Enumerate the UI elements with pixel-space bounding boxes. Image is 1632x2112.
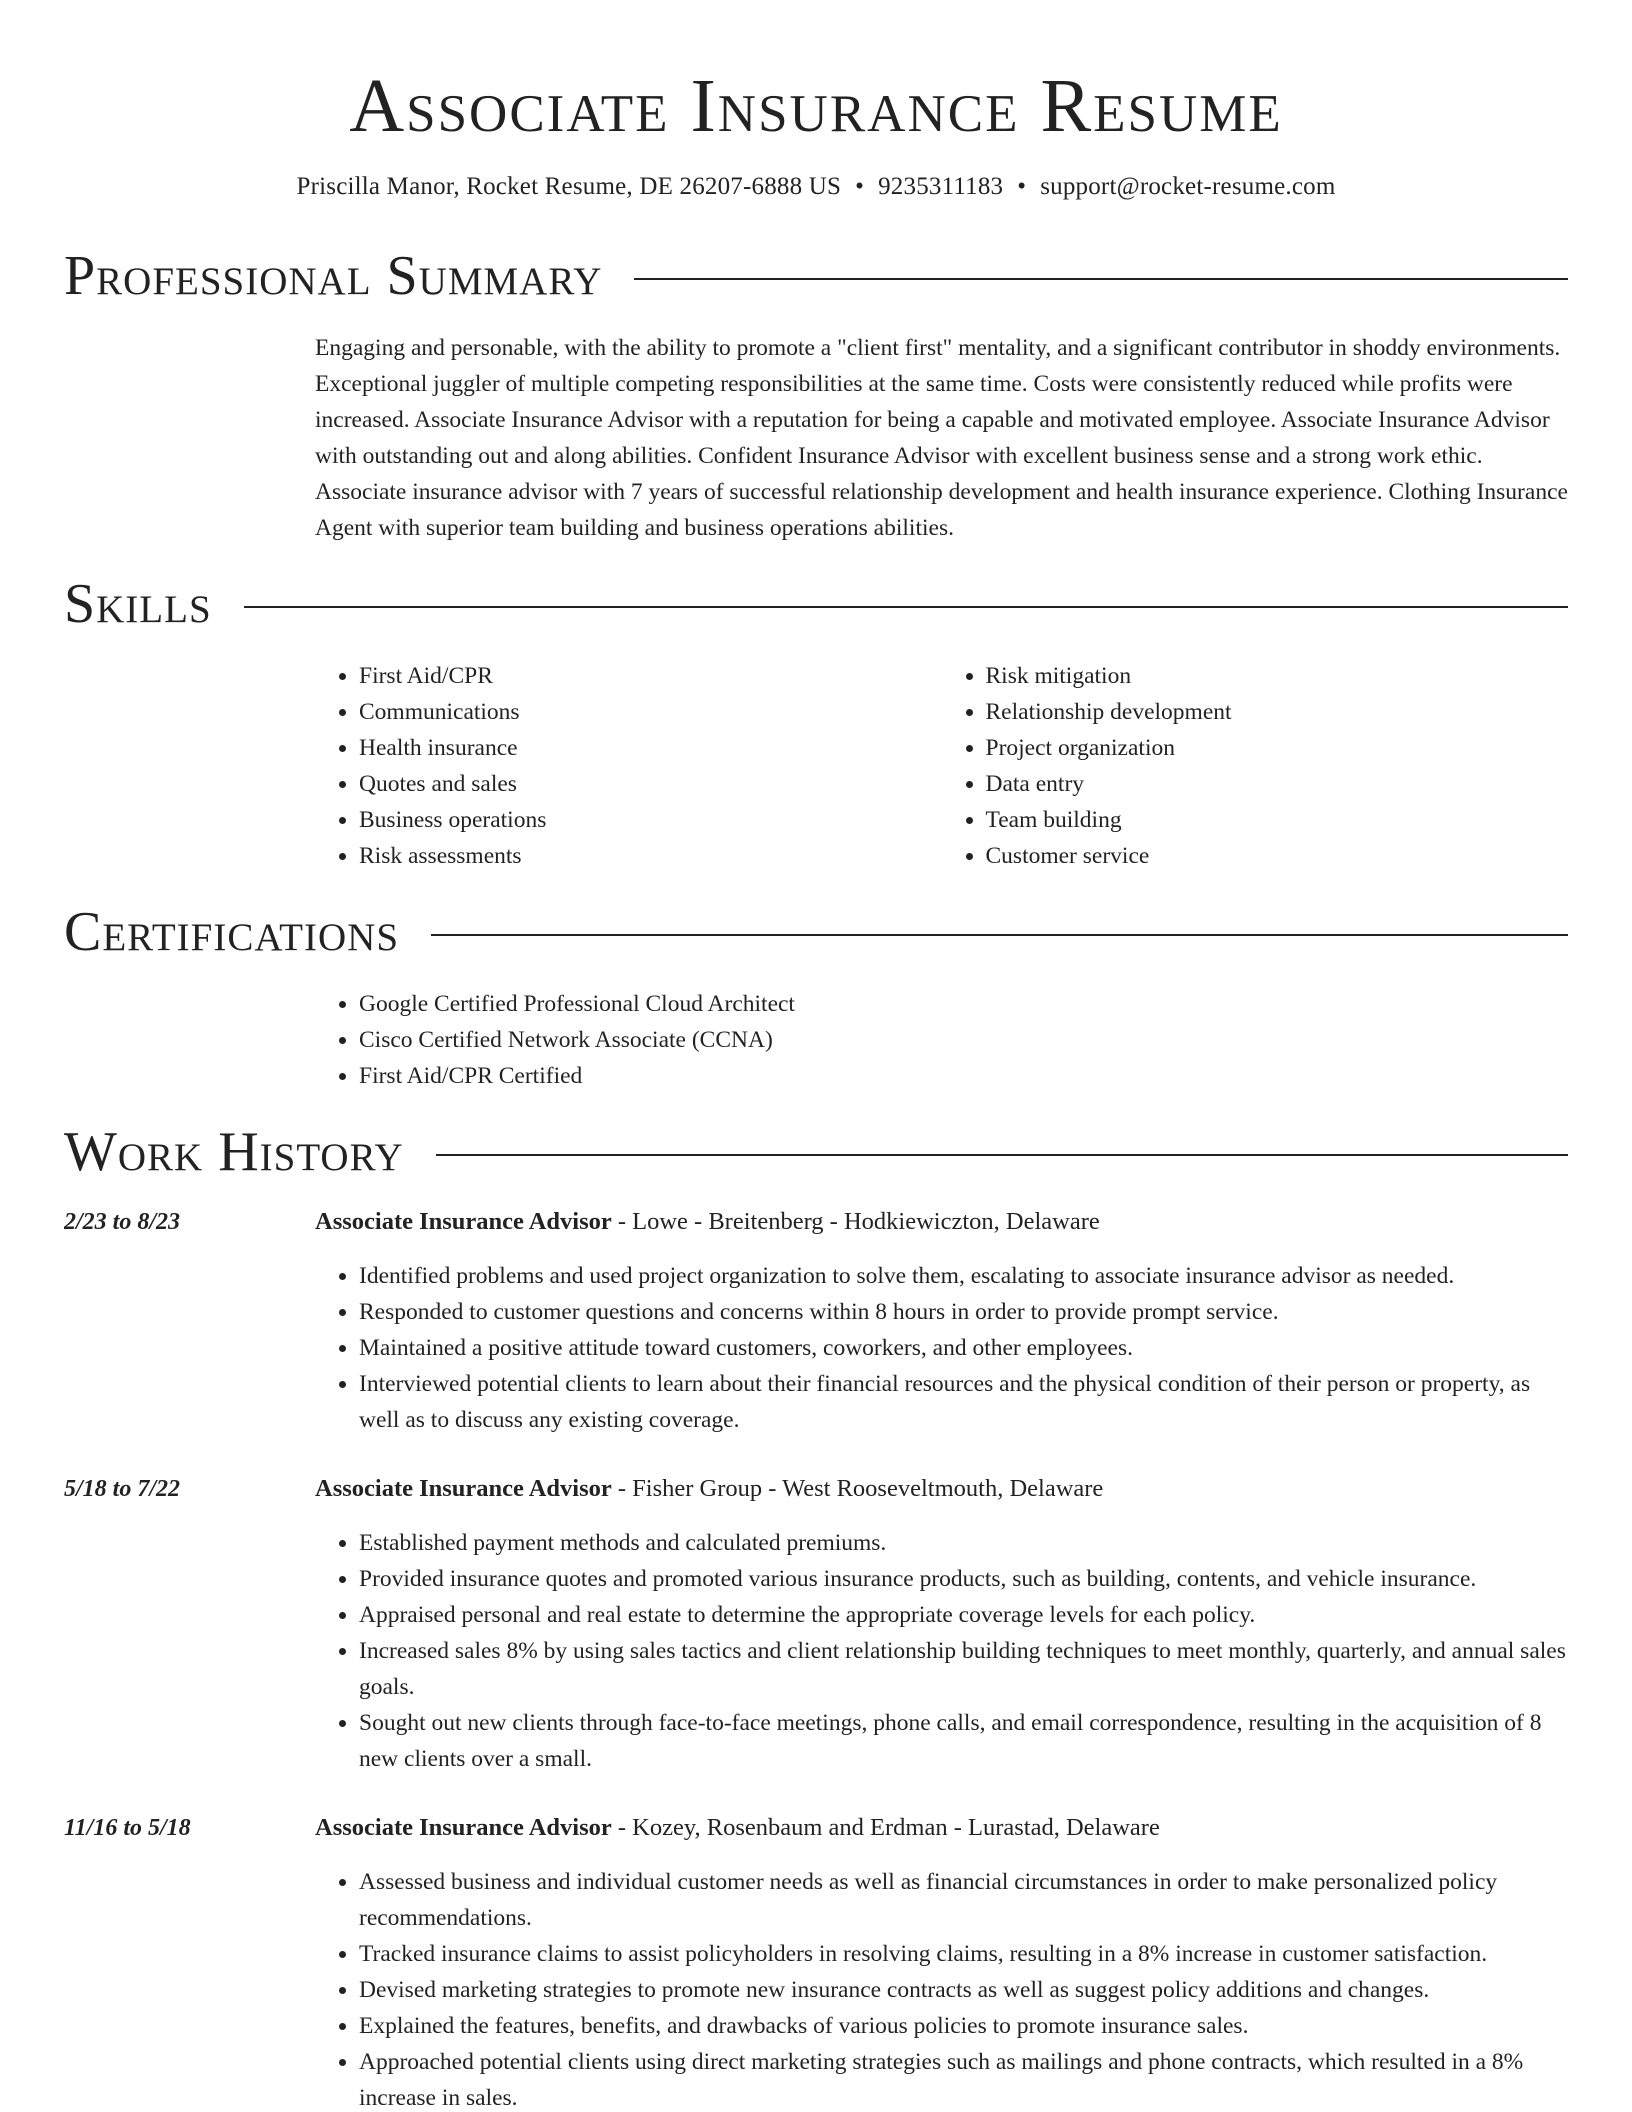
- job-heading: [315, 1471, 1568, 1507]
- section-divider: [244, 606, 1568, 608]
- list-item: • First Aid/CPR Certified: [359, 1058, 1568, 1094]
- list-item: • Project organization: [986, 730, 1569, 766]
- list-item: • Devised marketing strategies to promote new insurance contracts as well as suggest policy additions and changes.: [359, 1972, 1568, 2008]
- list-item: • Established payment methods and calculated premiums.: [359, 1525, 1568, 1561]
- list-item: • Assessed business and individual customer needs as well as financial circumstances in order to make personalized policy recommendations.: [359, 1864, 1568, 1936]
- job-body: [315, 1810, 1568, 2112]
- list-item: • Identified problems and used project organization to solve them, escalating to associate insurance advisor as needed.: [359, 1258, 1568, 1294]
- certifications-body: [315, 986, 1568, 1094]
- list-item: • First Aid/CPR: [359, 658, 942, 694]
- list-item: • Business operations: [359, 802, 942, 838]
- resume-title: Associate Insurance Resume: [349, 64, 1283, 148]
- job-entry: [64, 1810, 1568, 2112]
- work-history-list: [64, 1204, 1568, 2112]
- skills-heading: Skills: [64, 573, 212, 635]
- list-item: • Responded to customer questions and concerns within 8 hours in order to provide prompt service.: [359, 1294, 1568, 1330]
- list-item: • Quotes and sales: [359, 766, 942, 802]
- contact-email: support@rocket-resume.com: [1040, 173, 1336, 200]
- list-item: • Interviewed potential clients to learn about their financial resources and the physical condition of their person or property, as well as to discuss any existing coverage.: [359, 1366, 1568, 1438]
- job-body: [315, 1471, 1568, 1777]
- certifications-heading: Certifications: [64, 901, 400, 963]
- job-duties-list: [315, 1525, 1568, 1777]
- section-divider: [634, 278, 1568, 280]
- list-item: • Google Certified Professional Cloud Architect: [359, 986, 1568, 1022]
- list-item: • Customer service: [986, 838, 1569, 874]
- list-item: • Cisco Certified Network Associate (CCNA): [359, 1022, 1568, 1058]
- job-heading: [315, 1810, 1568, 1846]
- certifications-header: [64, 900, 1568, 964]
- summary-section: [64, 244, 1568, 546]
- certifications-list: [315, 986, 1568, 1094]
- list-item: • Tracked insurance claims to assist policyholders in resolving claims, resulting in a 8% increase in customer satisfaction.: [359, 1936, 1568, 1972]
- skills-list-right: [942, 658, 1569, 874]
- work-heading: Work History: [64, 1121, 404, 1183]
- job-employer: - Fisher Group - West Rooseveltmouth, Delaware: [611, 1475, 1104, 1502]
- skills-columns: [315, 658, 1568, 874]
- job-heading: [315, 1204, 1568, 1240]
- list-item: • Health insurance: [359, 730, 942, 766]
- summary-header: [64, 244, 1568, 308]
- contact-line: [64, 170, 1568, 204]
- list-item: • Risk mitigation: [986, 658, 1569, 694]
- job-dates: 11/16 to 5/18: [64, 1815, 191, 1841]
- list-item: • Data entry: [986, 766, 1569, 802]
- job-title: Associate Insurance Advisor: [315, 1475, 612, 1502]
- work-header: [64, 1120, 1568, 1184]
- job-duties-list: [315, 1864, 1568, 2112]
- skills-header: [64, 572, 1568, 636]
- contact-separator: •: [855, 173, 865, 200]
- section-divider: [436, 1154, 1568, 1156]
- job-title: Associate Insurance Advisor: [315, 1814, 612, 1841]
- summary-body: [315, 330, 1568, 546]
- summary-text: Engaging and personable, with the ability to promote a "client first" mentality, and a significant contributor in shoddy environments. Exceptional juggler of multiple competing responsibilities at the same time. Costs were consistently reduced while profits were increased. Associate Insurance Advisor with a reputation for being a capable and motivated employee. Associate Insurance Advisor with outstanding out and along abilities. Confident Insurance Advisor with excellent business sense and a strong work ethic. Associate insurance advisor with 7 years of successful relationship development and health insurance experience. Clothing Insurance Agent with superior team building and business operations abilities.: [315, 335, 1568, 541]
- list-item: • Explained the features, benefits, and drawbacks of various policies to promote insurance sales.: [359, 2008, 1568, 2044]
- list-item: • Provided insurance quotes and promoted various insurance products, such as building, contents, and vehicle insurance.: [359, 1561, 1568, 1597]
- job-duties-list: [315, 1258, 1568, 1438]
- contact-address: Priscilla Manor, Rocket Resume, DE 26207-6888 US: [296, 173, 842, 200]
- job-entry: [64, 1471, 1568, 1777]
- job-employer: - Lowe - Breitenberg - Hodkiewiczton, Delaware: [611, 1208, 1100, 1235]
- skills-section: [64, 572, 1568, 874]
- list-item: • Approached potential clients using direct marketing strategies such as mailings and phone contracts, which resulted in a 8% increase in sales.: [359, 2044, 1568, 2112]
- list-item: • Sought out new clients through face-to-face meetings, phone calls, and email correspondence, resulting in the acquisition of 8 new clients over a small.: [359, 1705, 1568, 1777]
- skills-list-left: [315, 658, 942, 874]
- list-item: • Increased sales 8% by using sales tactics and client relationship building techniques to meet monthly, quarterly, and annual sales goals.: [359, 1633, 1568, 1705]
- list-item: • Risk assessments: [359, 838, 942, 874]
- list-item: • Communications: [359, 694, 942, 730]
- job-entry: [64, 1204, 1568, 1438]
- list-item: • Maintained a positive attitude toward customers, coworkers, and other employees.: [359, 1330, 1568, 1366]
- job-title: Associate Insurance Advisor: [315, 1208, 612, 1235]
- summary-heading: Professional Summary: [64, 245, 603, 307]
- contact-separator: •: [1017, 173, 1027, 200]
- job-dates: 5/18 to 7/22: [64, 1476, 181, 1502]
- contact-phone: 9235311183: [878, 173, 1004, 200]
- list-item: • Team building: [986, 802, 1569, 838]
- certifications-section: [64, 900, 1568, 1094]
- list-item: • Relationship development: [986, 694, 1569, 730]
- section-divider: [431, 934, 1568, 936]
- work-section: [64, 1120, 1568, 2112]
- job-employer: - Kozey, Rosenbaum and Erdman - Lurastad, Delaware: [611, 1814, 1160, 1841]
- resume-page: [64, 0, 1568, 2112]
- job-body: [315, 1204, 1568, 1438]
- job-dates: 2/23 to 8/23: [64, 1209, 181, 1235]
- list-item: • Appraised personal and real estate to determine the appropriate coverage levels for each policy.: [359, 1597, 1568, 1633]
